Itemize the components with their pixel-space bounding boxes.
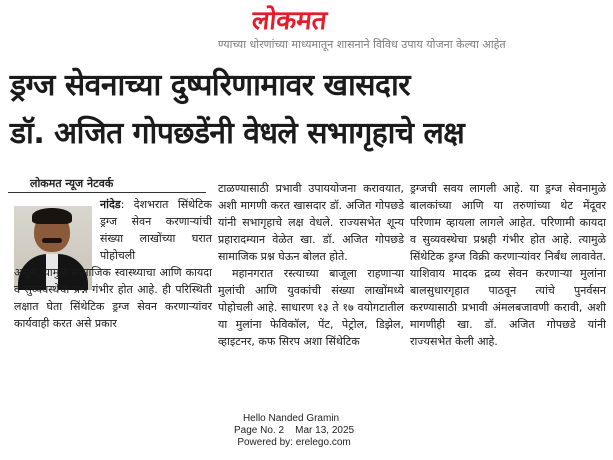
intro-text: : देशभरात सिंथेटिक ड्रग्ज सेवन करणाऱ्यांची संख्या लाखोंच्या घरात पोहोचली	[100, 198, 212, 262]
masthead	[0, 0, 613, 56]
article-column-1	[14, 196, 212, 332]
footer-edition: Hello Nanded Gramin	[242, 413, 340, 424]
footer-powered-by: Powered by: erelego.com	[237, 437, 351, 448]
article-column-3	[410, 180, 606, 350]
column-2-paragraph-1: टाळण्यासाठी प्रभावी उपाययोजना करावयात, अशी मागणी करत खासदार डॉ. अजित गोपछडे यांनी सभागृहाचे लक्ष वेधले. राज्यसभेत शून्य प्रहारादम्यान वेळेत खा. डॉ. अजित गोपछडे सामाजिक प्रश्न घेऊन बोलत होते.	[218, 182, 404, 263]
article-column-2	[218, 180, 404, 350]
headline-line-1: ड्रग्ज सेवनाच्या दुष्परिणामावर खासदार	[10, 68, 411, 103]
cut-off-text-line: ण्याच्या धोरणांच्या माध्यमातून शासनाने विविध उपाय योजना केल्या आहेत	[218, 38, 506, 51]
intro-paragraph	[14, 196, 212, 264]
byline-divider	[8, 192, 206, 193]
column-1-body: असून, यामुळे सामाजिक स्वास्थ्याचा आणि कायदा व सुव्यवस्थेचा प्रश्न गंभीर होत आहे. ही परिस्थिती लक्षात घेता सिंथेटिक ड्रग्ज सेवन करणाऱ्यांवर कार्यवाही करत असे प्रकार	[14, 266, 212, 330]
footer-page-date: Page No. 2 Mar 13, 2025	[234, 425, 355, 436]
newspaper-logo: लोकमत	[250, 6, 329, 36]
byline: लोकमत न्यूज नेटवर्क	[30, 177, 114, 190]
dateline: नांदेड	[100, 198, 121, 211]
column-3-text: ड्रग्जची सवय लागली आहे. या ड्रग्ज सेवनामुळे बालकांच्या आणि या तरुणांच्या थेट मेंदूवर परिणाम व्हायला लागले आहेत. परिणामी कायदा व सुव्यवस्थेचा प्रश्नही गंभीर होत आहे. त्यामुळे सिंथेटिक ड्रग्ज विक्री करणाऱ्यांवर निर्बंध लावावेत. याशिवाय मादक द्रव्य सेवन करणाऱ्या मुलांना बालसुधारगृहात पाठवून त्यांचे पुनर्वसन करण्यासाठी प्रभावी अंमलबजावणी करावी, अशी मागणीही खा. डॉ. अजित गोपछडे यांनी राज्यसभेत केली आहे.	[410, 182, 606, 348]
page-footer	[234, 413, 354, 449]
column-2-paragraph-2: महानगरात रस्त्याच्या बाजूला राहणाऱ्या मुलांची आणि युवकांची संख्या लाखोंमध्ये पोहोचली आहे. साधारण १३ ते १७ वयोगटातील या मुलांना फेविकॉल, पेंट, पेट्रोल, डिझेल, व्हाइटनर, कफ सिरप अशा सिंथेटिक	[218, 267, 404, 348]
headline-line-2: डॉ. अजित गोपछडेंनी वेधले सभागृहाचे लक्ष	[10, 116, 465, 151]
